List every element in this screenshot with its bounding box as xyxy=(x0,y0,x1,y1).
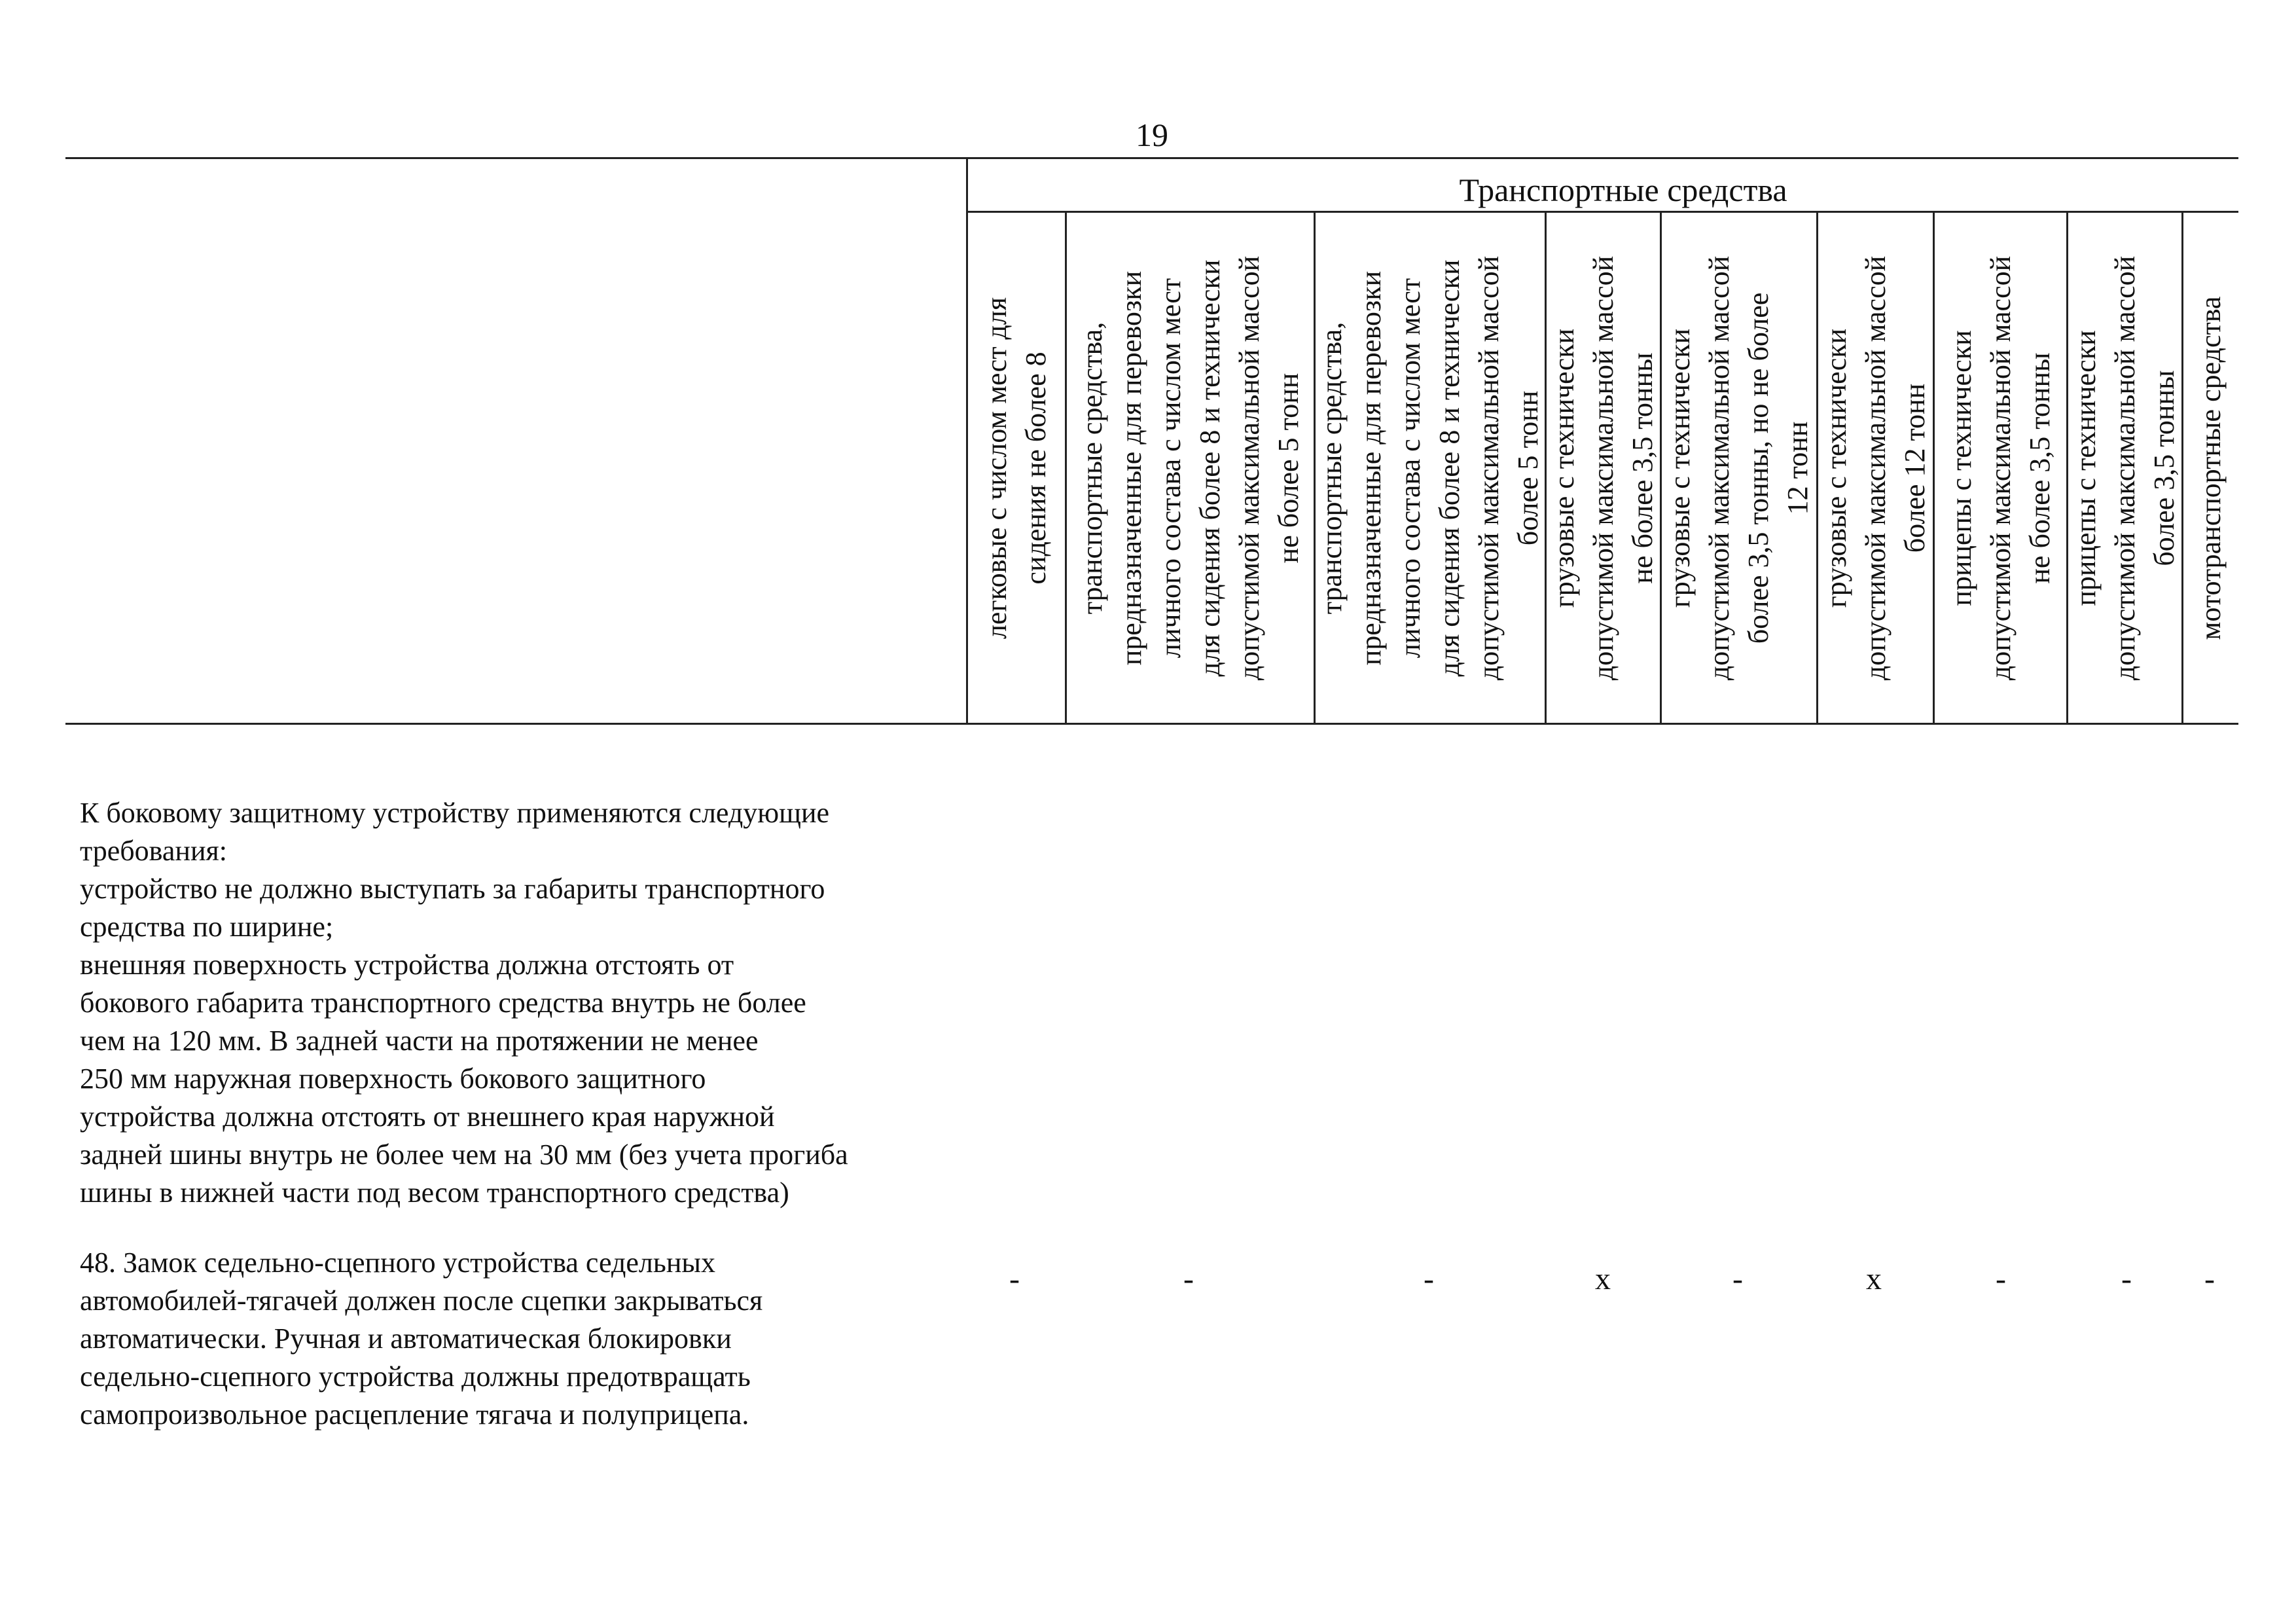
mark-col-trailers-up-to-3-5t: - xyxy=(1996,1262,2006,1296)
column-header-label: мототранспортные средства xyxy=(2195,296,2227,640)
requirement-side-protection-text: К боковому защитному устройству применяются следующие требования: устройство не должно выступать за габариты транспортного средства по ширине; внешняя поверхность устройства должна отстоять от бокового габарита транспортного средства внутрь не более чем на 120 мм. В задней части на протяжении не менее 250 мм наружная поверхность бокового защитного устройства должна отстоять от внешнего края наружной задней шины внутрь не более чем на 30 мм (без учета прогиба шины в нижней части под весом транспортного средства) xyxy=(80,797,848,1209)
column-header-trucks-3-5-to-12t xyxy=(1662,213,1816,723)
mark-col-trucks-up-to-3-5t: x xyxy=(1595,1262,1611,1296)
page-number: 19 xyxy=(1136,117,1168,153)
column-header-label: грузовые с технически допустимой максимальной массой более 3,5 тонны, но не более 12 тонн xyxy=(1664,255,1814,681)
mark-col-motor-vehicles: - xyxy=(2204,1262,2215,1296)
requirement-48-text: 48. Замок седельно-сцепного устройства седельных автомобилей-тягачей должен после сцепки закрываться автоматически. Ручная и автоматическая блокировки седельно-сцепного устройства должны предотвращать самопроизвольное расцепление тягача и полуприцепа. xyxy=(80,1247,763,1431)
column-header-trucks-over-12t xyxy=(1818,213,1933,723)
column-header-label: легковые с числом мест для сидения не более 8 xyxy=(980,297,1052,640)
mark-col-personnel-over-5t: - xyxy=(1424,1262,1434,1296)
column-header-personnel-over-5t xyxy=(1316,213,1545,723)
column-header-label: грузовые с технически допустимой максимальной массой более 12 тонн xyxy=(1820,255,1931,681)
column-header-label: транспортные средства, предназначенные для перевозки личного состава с числом мест для сидения более 8 и технически допустимой максимальной массой более 5 тонн xyxy=(1316,255,1544,681)
column-header-label: грузовые с технически допустимой максимальной массой не более 3,5 тонны xyxy=(1547,255,1659,681)
column-header-trailers-up-to-3-5t xyxy=(1935,213,2066,723)
column-header-label: прицепы с технически допустимой максимальной массой более 3,5 тонны xyxy=(2069,255,2180,681)
mark-col-trailers-over-3-5t: - xyxy=(2121,1262,2132,1296)
column-header-passenger-cars xyxy=(968,213,1065,723)
column-header-personnel-up-to-5t xyxy=(1067,213,1314,723)
column-header-motor-vehicles xyxy=(2183,213,2238,723)
mark-col-passenger-cars: - xyxy=(1009,1262,1020,1296)
column-header-trucks-up-to-3-5t xyxy=(1547,213,1660,723)
header-top-rule xyxy=(65,157,2238,159)
mark-col-trucks-3-5-to-12t: - xyxy=(1732,1262,1743,1296)
mark-col-trucks-over-12t: x xyxy=(1866,1262,1882,1296)
mark-col-personnel-up-to-5t: - xyxy=(1183,1262,1194,1296)
column-header-trailers-over-3-5t xyxy=(2068,213,2181,723)
table-group-title: Транспортные средства xyxy=(1459,172,1787,208)
column-header-label: прицепы с технически допустимой максимальной массой не более 3,5 тонны xyxy=(1945,255,2056,681)
column-header-label: транспортные средства, предназначенные для перевозки личного состава с числом мест для сидения более 8 и технически допустимой максимальной массой не более 5 тонн xyxy=(1075,255,1304,681)
